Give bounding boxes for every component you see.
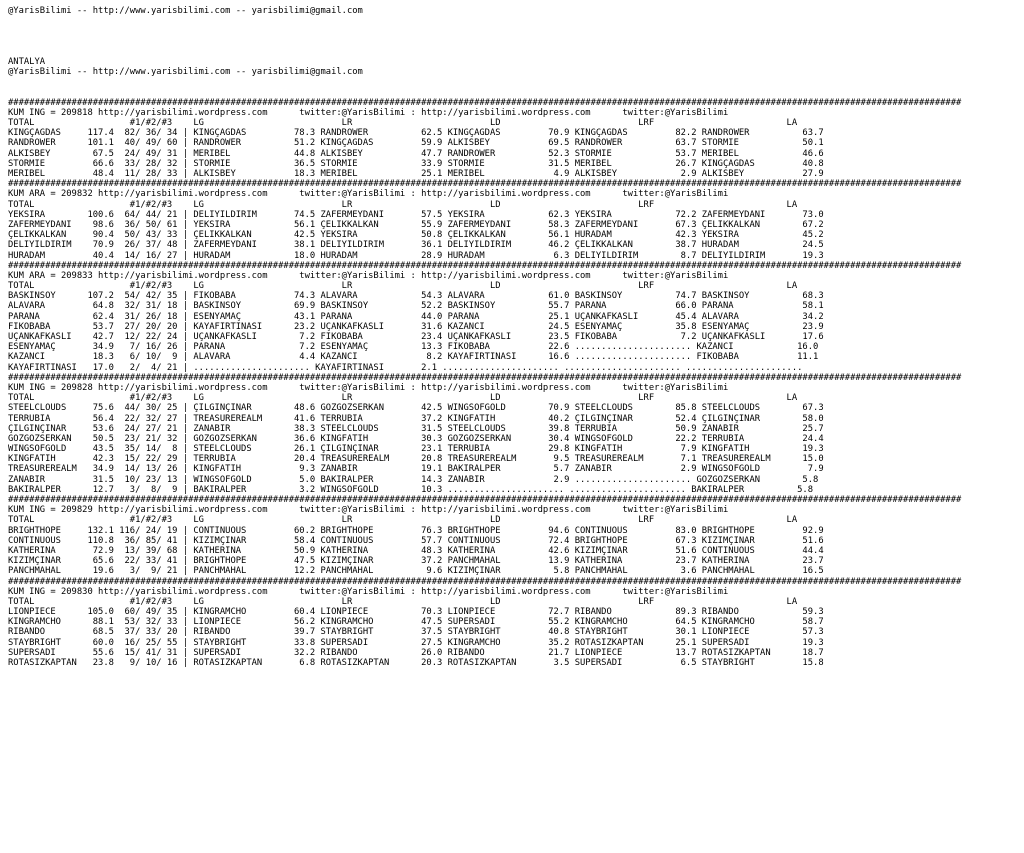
text-line: ####################################################################################################################################################################################: [8, 179, 962, 190]
text-line: ZAFERMEYDANI 98.6 36/ 50/ 61 | YEKSIRA 56.1 ÇELIKKALKAN 55.9 ZAFERMEYDANI 58.3 ZAFERMEYDANI 67.3 ÇELIKKALKAN 67.2: [8, 219, 824, 230]
text-line: LIONPIECE 105.0 60/ 49/ 35 | KINGRAMCHO 60.4 LIONPIECE 70.3 LIONPIECE 72.7 RIBANDO 89.3 RIBANDO 59.3: [8, 607, 824, 618]
text-line: UÇANKAFKASLI 42.7 12/ 22/ 24 | UÇANKAFKASLI 7.2 FIKOBABA 23.4 UÇANKAFKASLI 23.5 FIKOBABA 7.2 UÇANKAFKASLI 17.6: [8, 332, 824, 342]
text-line: ALAVARA 64.8 32/ 31/ 18 | BASKINSOY 69.9 BASKINSOY 52.2 BASKINSOY 55.7 PARANA 66.0 PARANA 58.1: [8, 301, 824, 312]
text-line: TOTAL #1/#2/#3 LG LR LD LRF LA: [8, 515, 798, 526]
text-line: RIBANDO 68.5 37/ 33/ 20 | RIBANDO 39.7 STAYBRIGHT 37.5 STAYBRIGHT 40.8 STAYBRIGHT 30.1 LIONPIECE 57.3: [8, 627, 824, 638]
text-line: TOTAL #1/#2/#3 LG LR LD LRF LA: [8, 393, 798, 404]
text-line: TOTAL #1/#2/#3 LG LR LD LRF LA: [8, 118, 798, 129]
text-line: ####################################################################################################################################################################################: [8, 576, 962, 587]
text-line: KUM ING = 209828 http://yarisbilimi.wordpress.com twitter:@YarisBilimi : http://yarisbilimi.wordpress.com twitter:@YarisBilimi: [8, 382, 729, 393]
text-line: CONTINUOUS 110.8 36/ 85/ 41 | KIZIMÇINAR 58.4 CONTINUOUS 57.7 CONTINUOUS 72.4 BRIGHTHOPE 67.3 KIZIMÇINAR 51.6: [8, 535, 824, 546]
text-line: MERIBEL 48.4 11/ 28/ 33 | ALKISBEY 18.3 MERIBEL 25.1 MERIBEL 4.9 ALKISBEY 2.9 ALKISBEY 27.9: [8, 169, 824, 179]
text-line: @YarisBilimi -- http://www.yarisbilimi.com -- yarisbilimi@gmail.com: [8, 6, 363, 16]
text-line: TOTAL #1/#2/#3 LG LR LD LRF LA: [8, 199, 798, 210]
text-line: TERRUBIA 56.4 22/ 32/ 27 | TREASUREREALM 41.6 TERRUBIA 37.2 KINGFATIH 40.2 ÇILGINÇINAR 52.4 ÇILGINÇINAR 58.0: [8, 413, 824, 424]
text-line: KAYAFIRTINASI 17.0 2/ 4/ 21 | ...................... KAYAFIRTINASI 2.1 ...................... ...................... ......................: [8, 362, 803, 373]
text-line: KAZANCI 18.3 6/ 10/ 9 | ALAVARA 4.4 KAZANCI 8.2 KAYAFIRTINASI 16.6 ...................... FIKOBABA 11.1: [8, 352, 819, 363]
text-line: [8, 37, 1024, 47]
text-line: ANTALYA: [8, 56, 46, 67]
text-line: BAKIRALPER 12.7 3/ 8/ 9 | BAKIRALPER 3.2 WINGSOFGOLD 10.3 ...................... ...................... BAKIRALPER 5.8: [8, 484, 814, 495]
text-line: KINGRAMCHO 88.1 53/ 32/ 33 | LIONPIECE 56.2 KINGRAMCHO 47.5 SÜPERSADI 55.2 KINGRAMCHO 64.5 KINGRAMCHO 58.7: [8, 617, 824, 628]
text-line: STORMIE 66.6 33/ 28/ 32 | STORMIE 36.5 STORMIE 33.9 STORMIE 31.5 MERIBEL 26.7 KINGÇAGDAS 40.8: [8, 158, 824, 169]
text-line: FIKOBABA 53.7 27/ 20/ 20 | KAYAFIRTINASI 23.2 UÇANKAFKASLI 31.6 KAZANCI 24.5 ESENYAMAÇ 35.8 ESENYAMAÇ 23.9: [8, 321, 824, 332]
text-line: KUM ING = 209830 http://yarisbilimi.wordpress.com twitter:@YarisBilimi : http://yarisbilimi.wordpress.com twitter:@YarisBilimi: [8, 586, 729, 597]
text-line: ####################################################################################################################################################################################: [8, 260, 962, 271]
text-line: [8, 88, 1024, 98]
text-line: PARANA 62.4 31/ 26/ 18 | ESENYAMAÇ 43.1 PARANA 44.0 PARANA 25.1 UÇANKAFKASLI 45.4 ALAVARA 34.2: [8, 311, 824, 322]
text-line: STEELCLOUDS 75.6 44/ 30/ 25 | ÇILGINÇINAR 48.6 GÖZGÖZSERKAN 42.5 WINGSOFGOLD 70.9 STEELCLOUDS 85.8 STEELCLOUDS 67.3: [8, 403, 824, 414]
text-line: WINGSOFGOLD 43.5 35/ 14/ 8 | STEELCLOUDS 26.1 ÇILGINÇINAR 23.1 TERRUBIA 29.8 KINGFATIH 7.9 KINGFATIH 19.3: [8, 444, 824, 455]
text-line: @YarisBilimi -- http://www.yarisbilimi.com -- yarisbilimi@gmail.com: [8, 67, 363, 78]
text-line: ÇILGINÇINAR 53.6 24/ 27/ 21 | ZANABIR 38.3 STEELCLOUDS 31.5 STEELCLOUDS 39.8 TERRUBIA 50.9 ZANABIR 25.7: [8, 423, 824, 434]
text-line: ####################################################################################################################################################################################: [8, 372, 962, 383]
text-line: TREASUREREALM 34.9 14/ 13/ 26 | KINGFATIH 9.3 ZANABIR 19.1 BAKIRALPER 5.7 ZANABIR 2.9 WINGSOFGOLD 7.9: [8, 464, 824, 475]
text-line: ####################################################################################################################################################################################: [8, 97, 962, 108]
text-line: ZANABIR 31.5 10/ 23/ 13 | WINGSOFGOLD 5.0 BAKIRALPER 14.3 ZANABIR 2.9 ...................... GÖZGÖZSERKAN 5.8: [8, 474, 819, 485]
text-line: KUM ARA = 209833 http://yarisbilimi.wordpress.com twitter:@YarisBilimi : http://yarisbilimi.wordpress.com twitter:@YarisBilimi: [8, 270, 729, 281]
text-line: KIZIMÇINAR 65.6 22/ 33/ 41 | BRIGHTHOPE 47.5 KIZIMÇINAR 37.2 PANCHMAHAL 13.9 KATHERINA 23.7 KATHERINA 23.7: [8, 556, 824, 567]
text-line: DELIYILDIRIM 70.9 26/ 37/ 48 | ZAFERMEYDANI 38.1 DELIYILDIRIM 36.1 DELIYILDIRIM 46.2 ÇELIKKALKAN 38.7 HÜRADAM 24.5: [8, 240, 824, 251]
text-line: ####################################################################################################################################################################################: [8, 495, 962, 505]
text-line: BRIGHTHOPE 132.1 116/ 24/ 19 | CONTINUOUS 60.2 BRIGHTHOPE 76.3 BRIGHTHOPE 94.6 CONTINUOUS 83.0 BRIGHTHOPE 92.9: [8, 525, 824, 536]
text-line: ESENYAMAÇ 34.9 7/ 16/ 26 | PARANA 7.2 ESENYAMAÇ 13.3 FIKOBABA 22.6 ...................... KAZANCI 16.0: [8, 342, 819, 353]
text-line: KUM ING = 209818 http://yarisbilimi.wordpress.com twitter:@YarisBilimi : http://yarisbilimi.wordpress.com twitter:@YarisBilimi: [8, 107, 729, 118]
text-line: GÖZGÖZSERKAN 50.5 23/ 21/ 32 | GÖZGÖZSERKAN 36.6 KINGFATIH 30.3 GÖZGÖZSERKAN 30.4 WINGSOFGOLD 22.2 TERRUBIA 24.4: [8, 433, 824, 444]
text-line: PANCHMAHAL 19.6 3/ 9/ 21 | PANCHMAHAL 12.2 PANCHMAHAL 9.6 KIZIMÇINAR 5.8 PANCHMAHAL 3.6 PANCHMAHAL 16.5: [8, 566, 824, 577]
text-line: TOTAL #1/#2/#3 LG LR LD LRF LA: [8, 281, 798, 292]
text-line: [8, 16, 1024, 26]
text-line: ROTASIZKAPTAN 23.8 9/ 10/ 16 | ROTASIZKAPTAN 6.8 ROTASIZKAPTAN 20.3 ROTASIZKAPTAN 3.5 SÜPERSADI 6.5 STAYBRIGHT 15.8: [8, 658, 824, 668]
text-line: [8, 77, 1024, 87]
text-line: STAYBRIGHT 60.0 16/ 25/ 55 | STAYBRIGHT 33.8 SÜPERSADI 27.5 KINGRAMCHO 35.2 ROTASIZKAPTAN 25.1 SÜPERSADI 19.3: [8, 637, 824, 648]
text-line: KATHERINA 72.9 13/ 39/ 68 | KATHERINA 50.9 KATHERINA 48.3 KATHERINA 42.6 KIZIMÇINAR 51.6 CONTINUOUS 44.4: [8, 545, 824, 556]
text-line: TOTAL #1/#2/#3 LG LR LD LRF LA: [8, 596, 798, 607]
text-line: BASKINSOY 107.2 54/ 42/ 35 | FIKOBABA 74.3 ALAVARA 54.3 ALAVARA 61.0 BASKINSOY 74.7 BASKINSOY 68.3: [8, 291, 824, 302]
text-line: [8, 47, 1024, 57]
text-line: YEKSIRA 100.6 64/ 44/ 21 | DELIYILDIRIM 74.5 ZAFERMEYDANI 57.5 YEKSIRA 62.3 YEKSIRA 72.2 ZAFERMEYDANI 73.0: [8, 209, 824, 220]
text-line: ALKISBEY 67.5 24/ 49/ 31 | MERIBEL 44.8 ALKISBEY 47.7 RANDROWER 52.3 STORMIE 53.7 MERIBEL 46.6: [8, 148, 824, 159]
document-body: [8, 6, 1024, 668]
text-line: KUM ING = 209829 http://yarisbilimi.wordpress.com twitter:@YarisBilimi : http://yarisbilimi.wordpress.com twitter:@YarisBilimi: [8, 505, 729, 516]
text-line: KINGÇAGDAS 117.4 82/ 36/ 34 | KINGÇAGDAS 78.3 RANDROWER 62.5 KINGÇAGDAS 70.9 KINGÇAGDAS 82.2 RANDROWER 63.7: [8, 128, 824, 139]
text-line: RANDROWER 101.1 40/ 49/ 60 | RANDROWER 51.2 KINGÇAGDAS 59.9 ALKISBEY 69.5 RANDROWER 63.7 STORMIE 50.1: [8, 138, 824, 149]
text-line: KUM ARA = 209832 http://yarisbilimi.wordpress.com twitter:@YarisBilimi : http://yarisbilimi.wordpress.com twitter:@YarisBilimi: [8, 189, 729, 200]
text-line: KINGFATIH 42.3 15/ 22/ 29 | TERRUBIA 20.4 TREASUREREALM 20.8 TREASUREREALM 9.5 TREASUREREALM 7.1 TREASUREREALM 15.0: [8, 454, 824, 465]
text-line: SÜPERSADI 55.6 15/ 41/ 31 | SÜPERSADI 32.2 RIBANDO 26.0 RIBANDO 21.7 LIONPIECE 13.7 ROTASIZKAPTAN 18.7: [8, 647, 824, 658]
text-line: [8, 26, 1024, 36]
text-line: ÇELIKKALKAN 90.4 50/ 43/ 33 | ÇELIKKALKAN 42.5 YEKSIRA 50.8 ÇELIKKALKAN 56.1 HÜRADAM 42.3 YEKSIRA 45.2: [8, 230, 824, 241]
text-line: HÜRADAM 40.4 14/ 16/ 27 | HÜRADAM 18.0 HÜRADAM 28.9 HÜRADAM 6.3 DELIYILDIRIM 8.7 DELIYILDIRIM 19.3: [8, 250, 824, 261]
